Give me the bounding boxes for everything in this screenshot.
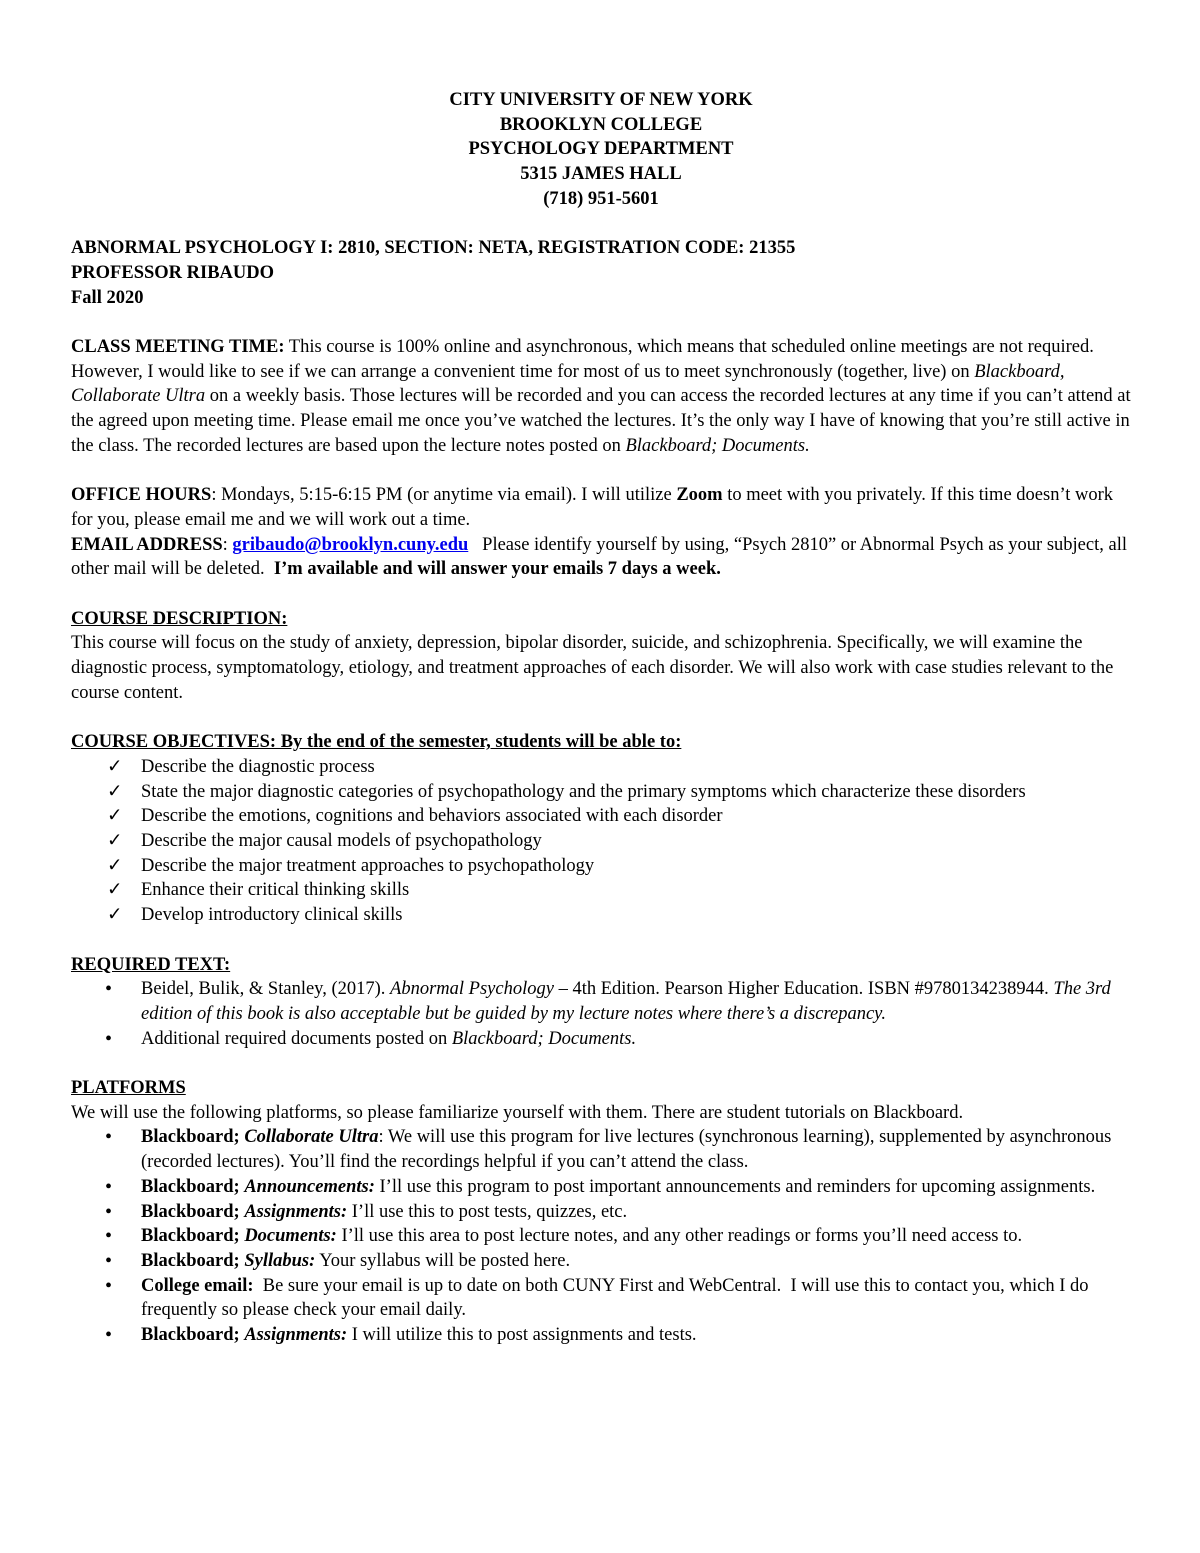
required-text-list <box>71 977 1131 1051</box>
bullet-icon: • <box>105 1126 113 1149</box>
list-item: • Blackboard; Documents: I’ll use this area to post lecture notes, and any other readings or forms you’ll need access to. <box>105 1225 1023 1248</box>
required-text-heading: REQUIRED TEXT: <box>71 954 231 975</box>
department-name: PSYCHOLOGY DEPARTMENT <box>468 139 734 160</box>
header-block <box>71 88 1131 212</box>
list-item: ✓ Enhance their critical thinking skills <box>71 878 1131 903</box>
list-item: • Additional required documents posted on Blackboard; Documents. <box>105 1027 637 1050</box>
course-title: ABNORMAL PSYCHOLOGY I: 2810, SECTION: NETA, REGISTRATION CODE: 21355 <box>71 238 796 259</box>
list-item: ✓ Describe the major causal models of psychopathology <box>71 829 1131 854</box>
list-item: ✓ Describe the diagnostic process <box>71 755 1131 780</box>
bullet-icon: • <box>105 1249 113 1272</box>
course-term: Fall 2020 <box>71 287 144 308</box>
list-item: ✓ Describe the emotions, cognitions and behaviors associated with each disorder <box>71 804 1131 829</box>
check-icon: ✓ <box>107 756 123 777</box>
check-icon: ✓ <box>107 831 123 852</box>
objectives-list <box>71 755 1131 928</box>
syllabus-page <box>71 88 1131 1348</box>
platforms-list <box>71 1125 1131 1347</box>
course-objectives-heading: COURSE OBJECTIVES: By the end of the semester, students will be able to: <box>71 732 682 753</box>
bullet-icon: • <box>105 1274 113 1297</box>
bullet-icon: • <box>105 1175 113 1198</box>
email-section: EMAIL ADDRESS: gribaudo@brooklyn.cuny.edu Please identify yourself by using, “Psych 2810” or Abnormal Psych as your subject, all other mail will be deleted. I’m available and will answer your emails 7 days a week. <box>71 534 1132 580</box>
list-item: • College email: Be sure your email is up to date on both CUNY First and WebCentral. I will use this to contact you, which I do frequently so please check your email daily. <box>105 1274 1094 1321</box>
bullet-icon: • <box>105 1200 113 1223</box>
college-name: BROOKLYN COLLEGE <box>499 114 703 135</box>
platforms-heading: PLATFORMS <box>71 1078 186 1099</box>
list-item: • Blackboard; Collaborate Ultra: We will use this program for live lectures (synchronous learning), supplemented by asynchronous (recorded lectures). You’ll find the recordings helpful if you can’t attend the class. <box>105 1126 1112 1173</box>
bullet-icon: • <box>105 1225 113 1248</box>
office-hours-label: OFFICE HOURS <box>71 485 212 506</box>
list-item: ✓ Develop introductory clinical skills <box>71 903 1131 928</box>
course-info <box>71 236 1131 310</box>
platforms-intro: We will use the following platforms, so please familiarize yourself with them. There are student tutorials on Blackboard. <box>71 1102 964 1123</box>
list-item: • Blackboard; Syllabus: Your syllabus will be posted here. <box>105 1249 571 1272</box>
bullet-icon: • <box>105 1027 113 1050</box>
course-description-heading: COURSE DESCRIPTION: <box>71 608 288 629</box>
university-name: CITY UNIVERSITY OF NEW YORK <box>449 90 753 110</box>
department-phone: (718) 951-5601 <box>543 188 659 209</box>
class-meeting-section: CLASS MEETING TIME: This course is 100% online and asynchronous, which means that scheduled online meetings are not required. However, I would like to see if we can arrange a convenient time for most of us to meet synchronously (together, live) on Blackboard, Collaborate Ultra on a weekly basis. Those lectures will be recorded and you can access the recorded lectures at any time if you can’t attend at the agreed upon meeting time. Please email me once you’ve watched the lectures. It’s the only way I have of knowing that you’re still active in the class. The recorded lectures are based upon the lecture notes posted on Blackboard; Documents. <box>71 337 1131 456</box>
check-icon: ✓ <box>107 806 123 827</box>
list-item: • Blackboard; Assignments: I’ll use this to post tests, quizzes, etc. <box>105 1200 628 1223</box>
check-icon: ✓ <box>107 781 123 802</box>
check-icon: ✓ <box>107 905 123 926</box>
list-item: • Beidel, Bulik, & Stanley, (2017). Abnormal Psychology – 4th Edition. Pearson Higher Education. ISBN #9780134238944. The 3rd edition of this book is also acceptable but be guided by my lecture notes where there’s a discrepancy. <box>105 978 1111 1024</box>
bullet-icon: • <box>105 978 113 1001</box>
bullet-icon: • <box>105 1324 113 1347</box>
office-hours-section: OFFICE HOURS: Mondays, 5:15-6:15 PM (or anytime via email). I will utilize Zoom to meet with you privately. If this time doesn’t work for you, please email me and we will work out a time. <box>71 485 1114 530</box>
professor-name: PROFESSOR RIBAUDO <box>71 262 275 283</box>
email-link[interactable]: gribaudo@brooklyn.cuny.edu <box>232 534 469 555</box>
list-item: • Blackboard; Assignments: I will utilize this to post assignments and tests. <box>105 1324 697 1347</box>
list-item: • Blackboard; Announcements: I’ll use this program to post important announcements and reminders for upcoming assignments. <box>105 1175 1096 1198</box>
office-location: 5315 JAMES HALL <box>520 164 682 185</box>
list-item: ✓ State the major diagnostic categories of psychopathology and the primary symptoms which characterize these disorders <box>71 780 1131 805</box>
meeting-label: CLASS MEETING TIME: <box>71 337 285 357</box>
course-description-text: This course will focus on the study of anxiety, depression, bipolar disorder, suicide, and schizophrenia. Specifically, we will examine the diagnostic process, symptomatology, etiology, and treatment approaches of each disorder. We will also work with case studies relevant to the course content. <box>71 633 1114 703</box>
check-icon: ✓ <box>107 880 123 901</box>
list-item: ✓ Describe the major treatment approaches to psychopathology <box>71 854 1131 879</box>
check-icon: ✓ <box>107 855 123 876</box>
email-label: EMAIL ADDRESS <box>71 534 223 555</box>
